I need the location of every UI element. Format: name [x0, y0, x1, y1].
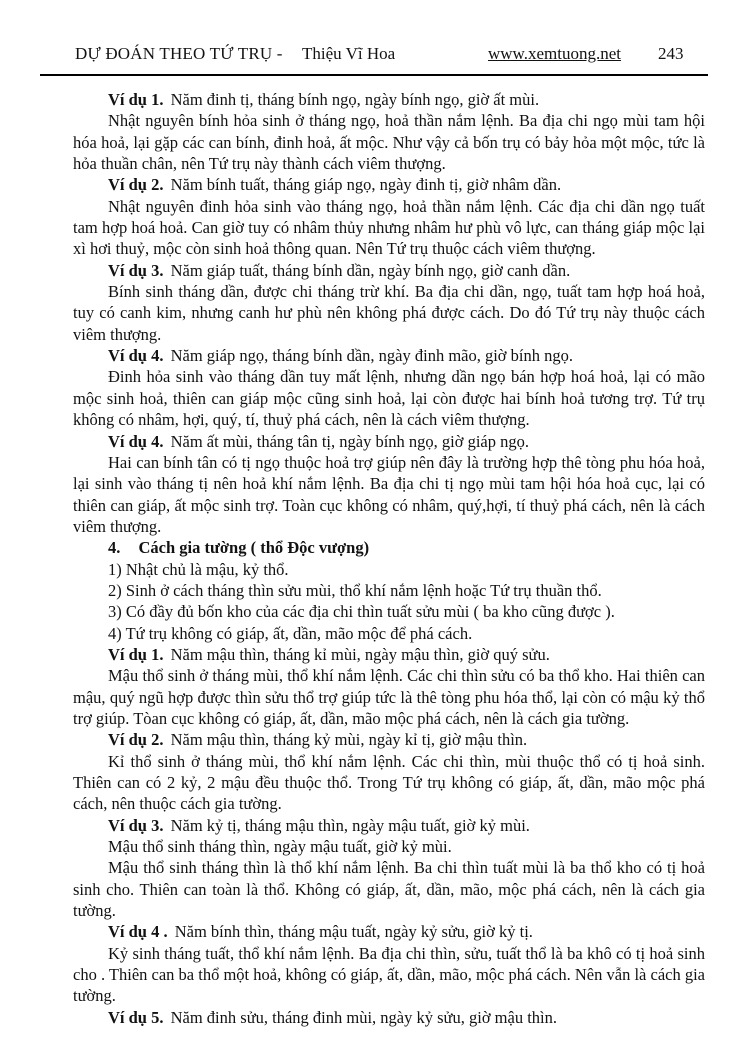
paragraph: Mậu thổ sinh tháng thìn là thổ khí nắm lệnh. Ba chi thìn tuất mùi là ba thổ kho có tị hoả sinh cho. Thiên can toàn là thổ. Không có giáp, ất, dần, mão, mộc phá cách, nên là cách gia tường. [73, 858, 705, 921]
paragraph: Kỷ sinh tháng tuất, thổ khí nắm lệnh. Ba địa chi thìn, sửu, tuất thổ là ba khô có tị hoả sinh cho . Thiên can ba thổ một hoả, không có giáp, ất, dần, mão, mộc phá cách. Nên vẫn là cách gia tường. [73, 943, 705, 1006]
paragraph: Nhật nguyên đinh hỏa sinh vào tháng ngọ, hoả thần nắm lệnh. Các địa chi dần ngọ tuất tam hợp hoá hoả. Can giờ tuy có nhâm thủy nhưng nhâm hư phù vô lực, can tháng giáp mộc lại xì hơi thuỷ, mộc còn sinh hoả thông quan. Nên Tứ trụ thuộc cách viêm thượng. [73, 196, 705, 259]
condition-item: 4) Tứ trụ không có giáp, ất, dần, mão mộc để phá cách. [108, 623, 473, 643]
example-paragraph: Ví dụ 4. Năm ất mùi, tháng tân tị, ngày bính ngọ, giờ giáp ngọ. [108, 431, 529, 451]
example-paragraph: Ví dụ 5. Năm đinh sửu, tháng đinh mùi, ngày kỷ sửu, giờ mậu thìn. [108, 1007, 557, 1027]
example-label: Ví dụ 4. [108, 346, 164, 366]
paragraph: Kỉ thổ sinh ở tháng mùi, thổ khí nắm lệnh. Các chi thìn, mùi thuộc thổ có tị hoả sinh. Thiên can có 2 kỷ, 2 mậu đều thuộc thổ. Trong Tứ trụ không có giáp, ất, dần, mão mộc phá cách, nên thuộc cách gia tường. [73, 751, 705, 814]
paragraph: Bính sinh tháng dần, được chi tháng trừ khí. Ba địa chi dần, ngọ, tuất tam hợp hoá hoả, tuy có canh kim, nhưng canh hư phù nên không phá được cách. Do đó Tứ trụ này thuộc cách viêm thượng. [73, 282, 705, 344]
example-label: Ví dụ 3. [108, 815, 164, 835]
author-name: Thiệu Vĩ Hoa [302, 44, 396, 63]
paragraph: Mậu thổ sinh ở tháng mùi, thổ khí nắm lệnh. Các chi thìn sửu có ba thổ kho. Hai thiên can mậu, quý ngũ hợp được thìn sửu thổ trợ giúp tức là thê tòng phu hóa thổ, lại còn có mậu kỷ thổ trợ giúp. Tòan cục không có giáp, ất, dần, mão mộc phá cách, nên là cách gia tường. [73, 666, 705, 728]
condition-item: 2) Sinh ở cách tháng thìn sửu mùi, thổ khí nắm lệnh hoặc Tứ trụ thuần thổ. [108, 580, 602, 600]
example-paragraph: Ví dụ 4 . Năm bính thìn, tháng mậu tuất, ngày kỷ sửu, giờ kỷ tị. [108, 922, 533, 942]
page-number: 243 [658, 44, 684, 63]
page-body [0, 76, 744, 1028]
example-paragraph: Ví dụ 1. Năm mậu thìn, tháng kỉ mùi, ngày mậu thìn, giờ quý sửu. [108, 644, 550, 664]
example-paragraph: Ví dụ 3. Năm kỷ tị, tháng mậu thìn, ngày mậu tuất, giờ kỷ mùi. [108, 815, 530, 835]
heading-number: 4. [108, 538, 121, 558]
website-link[interactable]: www.xemtuong.net [488, 44, 621, 63]
example-paragraph: Ví dụ 3. Năm giáp tuất, tháng bính dần, ngày bính ngọ, giờ canh dần. [108, 260, 571, 280]
example-label: Ví dụ 2. [108, 175, 164, 195]
paragraph: Đinh hỏa sinh vào tháng dần tuy mất lệnh, nhưng dần ngọ bán hợp hoá hoả, lại có mão mộc sinh hoả, thiên can giáp mộc cũng sinh hoả, lại còn được hai bính hoả tương trợ. Tứ trụ không có nhâm, hợi, quý, tí, thuỷ phá cách, nên là cách viêm thượng. [73, 367, 705, 430]
example-label: Ví dụ 1. [108, 644, 164, 664]
example-label: Ví dụ 4. [108, 431, 164, 451]
paragraph: Mậu thổ sinh tháng thìn, ngày mậu tuất, giờ kỷ mùi. [108, 837, 452, 857]
example-label: Ví dụ 2. [108, 730, 164, 750]
example-label: Ví dụ 1. [108, 90, 164, 109]
book-title: DỰ ĐOÁN THEO TỨ TRỤ - [75, 44, 283, 63]
example-label: Ví dụ 3. [108, 260, 164, 280]
example-paragraph: Ví dụ 2. Năm bính tuất, tháng giáp ngọ, ngày đinh tị, giờ nhâm dần. [108, 175, 562, 195]
paragraph: Hai can bính tân có tị ngọ thuộc hoả trợ giúp nên đây là trường hợp thê tòng phu hóa hoả, lại sinh vào tháng tị nên hoả khí nắm lệnh. Ba địa chi tị ngọ mùi tam hội hóa hoả cục, lại có thiên can giáp, ất mộc sinh trợ. Toàn cục không có nhâm, quý,hợi, tí thuỷ phá cách, nên là cách viêm thượng. [73, 452, 705, 536]
page-header [0, 0, 744, 74]
condition-item: 1) Nhật chủ là mậu, kỷ thổ. [108, 559, 289, 579]
section-heading: 4. Cách gia tường ( thổ Độc vượng) [108, 538, 370, 558]
example-label: Ví dụ 5. [108, 1007, 164, 1027]
example-label: Ví dụ 4 . [108, 922, 168, 942]
example-paragraph: Ví dụ 1. Năm đinh tị, tháng bính ngọ, ngày bính ngọ, giờ ất mùi. [108, 90, 540, 109]
example-paragraph: Ví dụ 2. Năm mậu thìn, tháng kỷ mùi, ngày kỉ tị, giờ mậu thìn. [108, 730, 528, 750]
example-paragraph: Ví dụ 4. Năm giáp ngọ, tháng bính dần, ngày đinh mão, giờ bính ngọ. [108, 346, 573, 366]
paragraph: Nhật nguyên bính hỏa sinh ở tháng ngọ, hoả thần nắm lệnh. Ba địa chi ngọ mùi tam hội hóa hoả, lại gặp các can bính, đinh hoả, ất mộc. Như vậy cả bốn trụ có bảy hỏa một mộc, tức là hỏa thuần chân, nên Tứ trụ này thành cách viêm thượng. [73, 111, 705, 174]
condition-item: 3) Có đầy đủ bốn kho của các địa chi thìn tuất sửu mùi ( ba kho cũng được ). [108, 602, 615, 622]
